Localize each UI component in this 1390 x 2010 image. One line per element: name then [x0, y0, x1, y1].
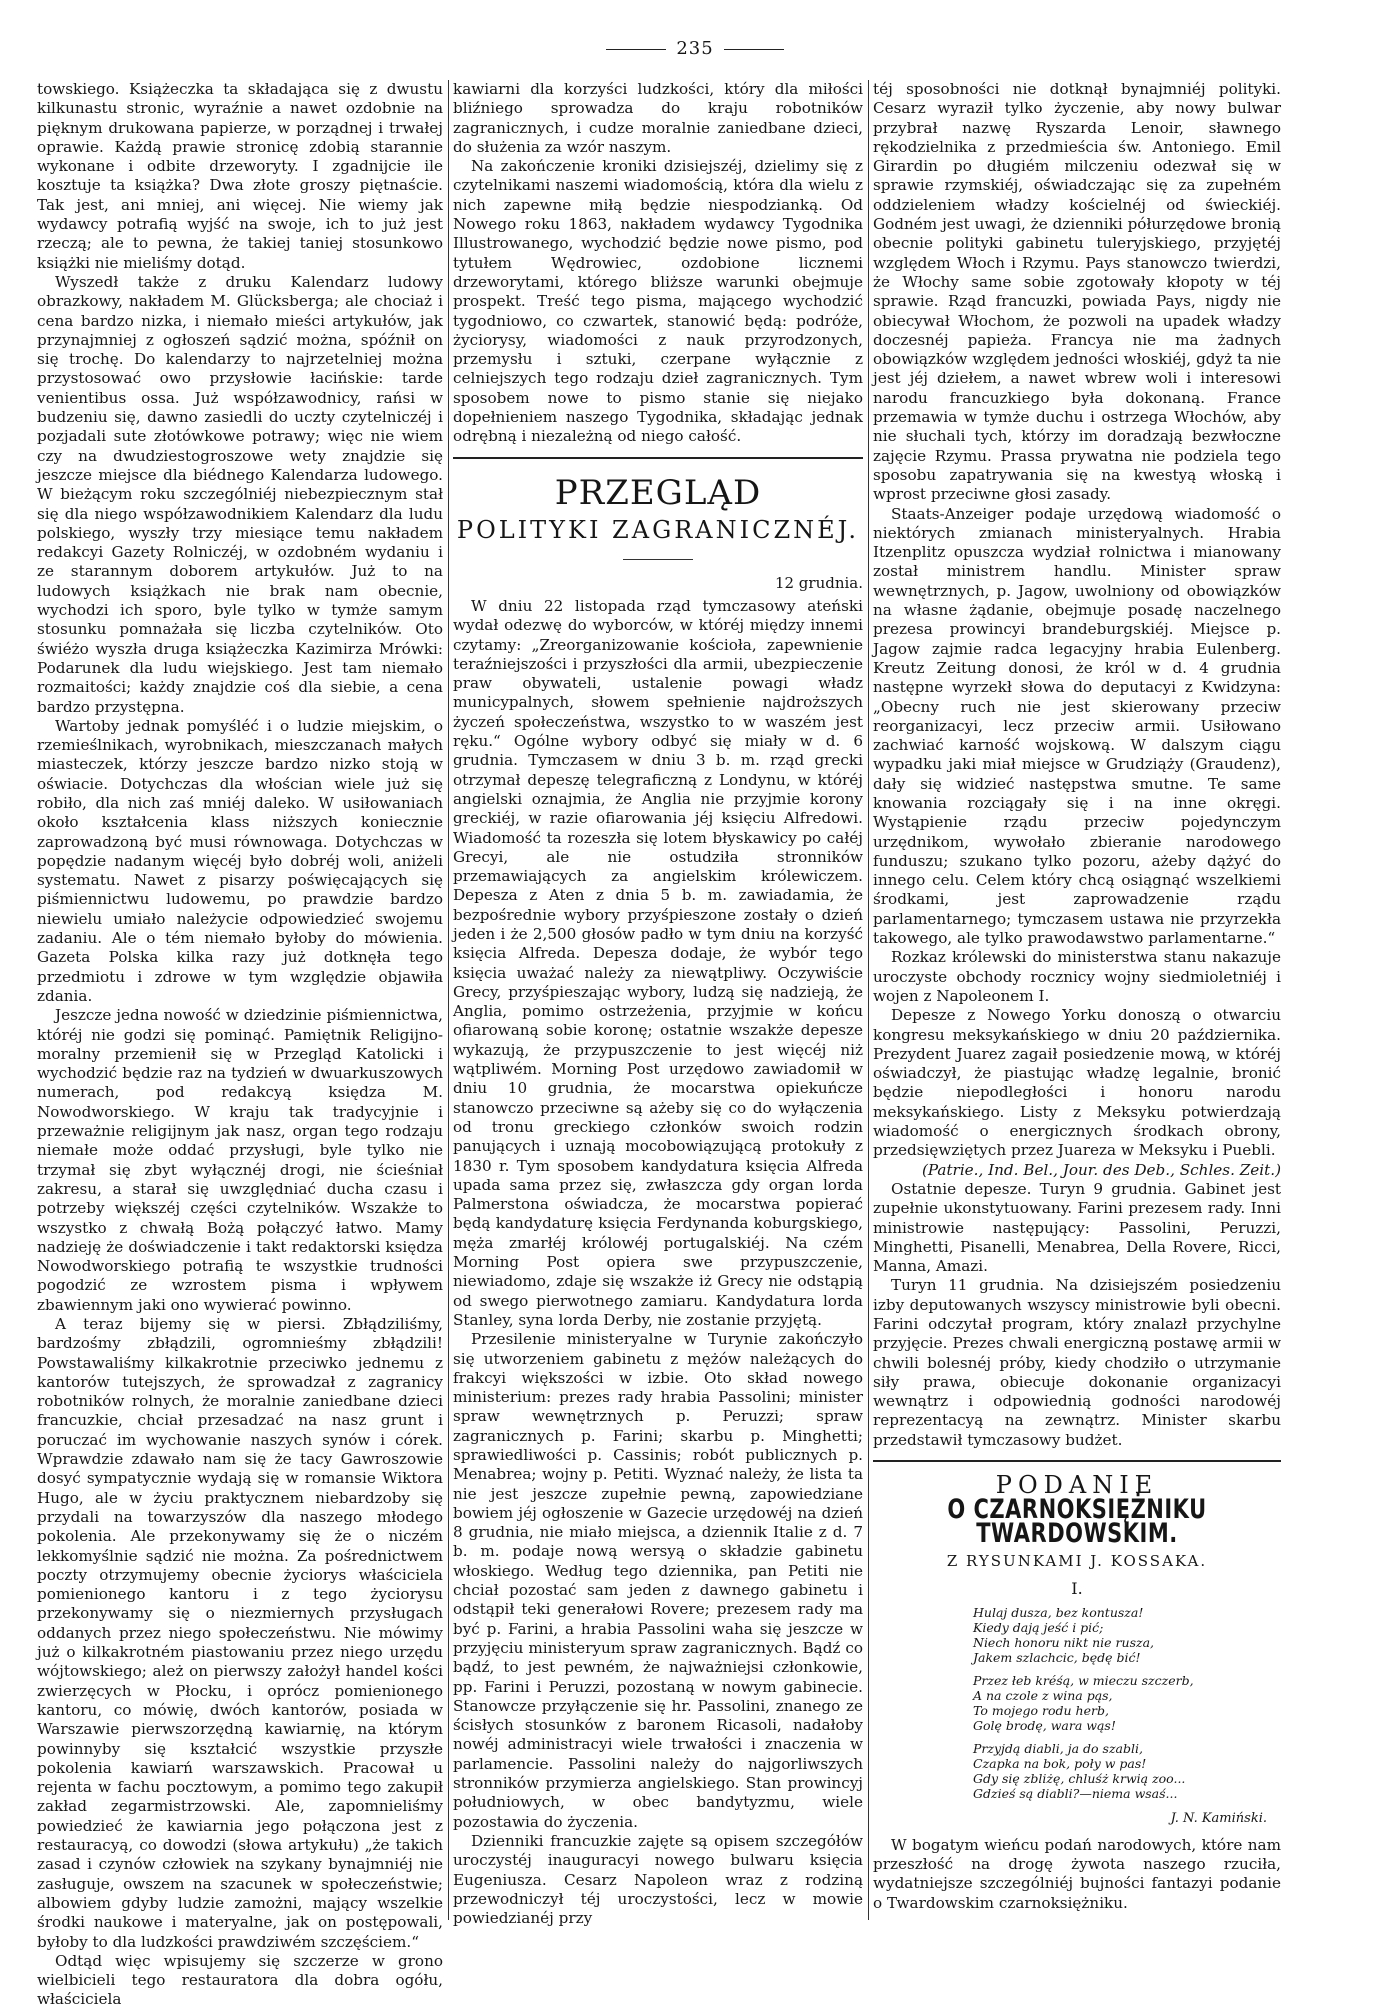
feature-subheading: Z RYSUNKAMI J. KOSSAKA.: [946, 1551, 1208, 1570]
col1-paragraph: towskiego. Książeczka ta składająca się z dwustu kilkunastu stronic, wyraźnie a nawet ozdobnie na pięknym drukowana papierze, w porządnej i trwałej oprawie. Każdą prawie stronicę zdobią starannie wykonane i odbite drzeworyty. I zgadnijcie ile kosztuje ta książka? Dwa złote groszy piętnaście. Tak jest, ani mniej, ani więcej. Nie wiemy jak wydawcy potrafią wyjść na swoje, ich to już jest rzeczą; ale to pewna, że takiej taniej stosunkowo książki nie mieliśmy dotąd.: [37, 80, 443, 272]
dateline: 12 grudnia.: [774, 573, 863, 592]
section-separator: [453, 457, 863, 459]
page-number-text: 235: [676, 38, 714, 59]
col1-paragraph: A teraz bijemy się w piersi. Zbłądziliśmy, bardzośmy zbłądzili, ogromnieśmy zbłądzili! Powstawaliśmy kilkakrotnie przeciwko jednemu z kantorów tutejszych, że sprowadzał z zagranicy robotników rolnych, że moralnie zaniedbane dzieci francuzkie, chciał przesadzać na nasz grunt i poruczać im wychowanie naszych synów i córek. Wprawdzie zdawało nam się że tacy Gawroszowie dosyć sympatycznie wydają się w romansie Wiktora Hugo, ale w życiu praktycznem niebardzoby się przydali na towarzyszów dla naszego młodego pokolenia. Ale przekonywamy się że o niczém lekkomyślnie sądzić nie można. Za pośrednictwem poczty otrzymujemy obecnie życiorys właściciela pomienionego kantoru i z tego życiorysu przekonywamy się o niezmiernych przysługach oddanych przez niego społeczeństwu. Nie mówimy już o kilkakrotném piastowaniu przez niego urzędu wójtowskiego; ależ on pierwszy założył handel kości zwierzęcych w Płocku, i oprócz pomienionego kantoru, co mówię, dwóch kantorów, posiada w Warszawie pierwszorzędną kawiarnię, na którym powinnyby się kształcić wszystkie przyszłe pokolenia kawiarń warszawskich. Pracował u rejenta w fachu pocztowym, a pomimo tego zakupił zakład zegarmistrzowski. Ale, zapomnieliśmy powiedzieć że kawiarnia jego połączona jest z restauracyą, co dowodzi (słowa artykułu) „że takich zasad i czynów człowiek na szykany bynajmniéj nie zasługuje, owszem na szacunek w społeczeństwie; albowiem gdyby ludzie zamożni, mający wszelkie środki naukowe i materyalne, jak on postępowali, byłoby to dla ludzkości prawdziwém szczęściem.“: [37, 1315, 443, 1951]
col1-paragraph: Odtąd więc wpisujemy się szczerze w grono wielbicieli tego restauratora dla dobra ogółu, właściciela: [37, 1951, 443, 2009]
col1-paragraph: Jeszcze jedna nowość w dziedzinie piśmiennictwa, któréj nie godzi się pominąć. Pamiętnik Religijno-moralny przemienił się w Przegląd Katolicki i wychodzić będzie raz na tydzień w dwuarkuszowych numerach, pod redakcyą księdza M. Nowodworskiego. W kraju tak tradycyjnie i przeważnie religijnym jak nasz, organ tego rodzaju niemałe może oddać przysługi, byle tylko nie trzymał się zbyt wyłącznéj drogi, nie ścieśniał zakresu, a starał się uwzględniać ducha czasu i potrzeby większéj części czytelników. Wszakże to wszystko z chwałą Bożą połączyć łatwo. Mamy nadzieję że doświadczenie i takt redaktorski księdza Nowodworskiego potrafią te wszystkie trudności pogodzić ze wzrostem pisma i wpływem zbawiennym jaki ono wywierać powinno.: [37, 1006, 443, 1314]
col3-paragraph: Rozkaz królewski do ministerstwa stanu nakazuje uroczyste obchody rocznicy wojny siedmioletniéj i wojen z Napoleonem I.: [873, 948, 1281, 1005]
col2-paragraph: Na zakończenie kroniki dzisiejszéj, dzielimy się z czytelnikami naszemi wiadomością, która dla wielu z nich zapewne miłą będzie niespodzianką. Od Nowego roku 1863, nakładem wydawcy Tygodnika Illustrowanego, wychodzić będzie nowe pismo, pod tytułem Wędrowiec, ozdobione licznemi drzeworytami, którego bliższe warunki obejmuje prospekt. Treść tego pisma, mającego wychodzić tygodniowo, co czwartek, stanowić będą: podróże, życiorysy, wiadomości z nauk przyrodzonych, przemysłu i sztuki, czerpane wyłącznie z celniejszych tego rodzaju dzieł zagranicznych. Tym sposobem nowe to pismo stanie się niejako dopełnieniem naszego Tygodnika, składając jednak odrębną i niezależną od niego całość.: [453, 157, 863, 446]
short-rule: [623, 559, 693, 560]
poem-line: Przyjdą diabli, ja do szabli,: [973, 1740, 1143, 1756]
column-divider-2: [868, 80, 869, 1920]
col3-paragraph: Turyn 11 grudnia. Na dzisiejszém posiedzeniu izby deputowanych wszyscy ministrowie byli obecni. Farini odczytał program, który znalazł przychylne przyjęcie. Prezes chwali energiczną postawę armii w chwili bolesnéj próby, kiedy chodziło o utrzymanie siły prawa, obiecuje dokonanie organizacyi wewnątrz i odpowiednią godności narodowéj reprezentacyą na zewnątrz. Minister skarbu przedstawił tymczasowy budżet.: [873, 1276, 1281, 1449]
poem: [973, 1605, 1281, 1801]
col3-paragraph: téj sposobności nie dotknął bynajmniéj polityki. Cesarz wyraził tylko życzenie, aby nowy bulwar przybrał nazwę Ryszarda Lenoir, sławnego rękodzielnika z przedmieścia św. Antoniego. Emil Girardin po długiém milczeniu odezwał się w sprawie rzymskiéj, oświadczając się za zupełném oddzieleniem władzy kościelnéj od świeckiéj. Godném jest uwagi, że dzienniki półurzędowe bronią obecnie polityki gabinetu tuleryjskiego, przyjętéj względem Włoch i Rzymu. Pays stanowczo twierdzi, że Włochy same sobie zgotowały kłopoty w téj sprawie. Rząd francuzki, powiada Pays, nigdy nie obiecywał Włochom, że pozwoli na upadek władzy doczesnéj papieża. Francya nie ma żadnych obowiązków względem jedności włoskiéj, gdyż ta nie jest jéj dziełem, a nawet wbrew woli i interesowi narodu francuzkiego była dokonaną. France przemawia w tymże duchu i ostrzega Włochów, aby nie słuchali tych, którzy im doradzają bezwłoczne zajęcie Rzymu. Prassa prywatna nie podziela tego sposobu zapatrywania się na kwestyą włoską i wprost przeciwne głosi zasady.: [873, 80, 1281, 504]
feature-title: PODANIE: [995, 1471, 1159, 1500]
poem-line: Przez łeb kréśą, w mieczu szczerb,: [973, 1672, 1194, 1688]
col3-paragraph: Staats-Anzeiger podaje urzędową wiadomość o niektórych zmianach ministeryalnych. Hrabia Itzenplitz opuszcza wydział rolnictwa i mianowany został ministrem handlu. Minister spraw wewnętrznych, p. Jagow, uwolniony od obowiązków na własne żądanie, obejmuje posadę naczelnego prezesa prowincyi brandeburgskiéj. Miejsce p. Jagow zajmie radca legacyjny hrabia Eulenberg. Kreutz Zeitung donosi, że król w d. 4 grudnia następne wyrzekł słowa do deputacyi z Kwidzyna: „Obecny ruch nie jest skierowany przeciw reorganizacyi, lecz przeciw armii. Usiłowano zachwiać karność wojskową. W dalszym ciągu wypadku jaki miał miejsce w Grudziąży (Graudenz), dały się widzieć następstwa smutne. Te same knowania rozciągały się i na inne okręgi. Wystąpienie rządu przeciw pojedynczym urzędnikom, wywołało zbieranie narodowego funduszu; szukano tylko pozoru, ażeby dążyć do innego celu. Celem który chcą osiągnąć wszelkiemi środkami, jest zaprowadzenie rządu parlamentarnego; tymczasem ustawa nie przyrzekła takowego, ale tylko prawodawstwo parlamentarne.“: [873, 504, 1281, 948]
column-2: [453, 80, 863, 1928]
column-divider-1: [448, 80, 449, 1920]
col3-paragraph: Depesze z Nowego Yorku donoszą o otwarciu kongresu meksykańskiego w dniu 20 października. Prezydent Juarez zagaił posiedzenie mową, w któréj oświadczył, że piastując władzę legalnie, bronić będzie niepodległości i honoru narodu meksykańskiego. Listy z Meksyku potwierdzają wiadomość o energicznych środkach obrony, przedsięwziętych przez Juareza w Meksyku i Puebli.: [873, 1006, 1281, 1160]
col2-paragraph: Dzienniki francuzkie zajęte są opisem szczegółów uroczystéj inauguracyi nowego bulwaru księcia Eugeniusza. Cesarz Napoleon wraz z rodziną przewodniczył téj uroczystości, lecz w mowie powiedzianéj przy: [453, 1831, 863, 1928]
col1-paragraph: Wartoby jednak pomyśléć i o ludzie miejskim, o rzemieślnikach, wyrobnikach, mieszczanach małych miasteczek, którzy jeszcze bardzo nizko stoją w oświacie. Dotychczas dla włościan wiele już się robiło, dla nich zaś mniéj daleko. W usiłowaniach około kształcenia klass niższych koniecznie zaprowadzoną być musi równowaga. Dotychczas w popędzie nadanym więcéj było dobréj woli, aniżeli systematu. Nawet z pisarzy poświęcających się piśmiennictwu ludowemu, po prawdzie bardzo niewielu umiało należycie odpowiedzieć swojemu zadaniu. Ale o tém niemało byłoby do mówienia. Gazeta Polska kilka razy już dotknęła tego przedmiotu i zdrowe w tym względzie objawiła zdania.: [37, 716, 443, 1005]
feature-separator: [873, 1460, 1281, 1462]
poem-stanza: [973, 1605, 1281, 1665]
col1-paragraph: Wyszedł także z druku Kalendarz ludowy obrazkowy, nakładem M. Glücksberga; ale chociaż i cena bardzo nizka, i niemało mieści artykułów, jak przynajmniej z ogłoszeń sądzić można, spóźnił on się trochę. Do kalendarzy to najrzetelniej można przystosować owo przysłowie łacińskie: tarde venientibus ossa. Już współzawodnicy, rańsi w budzeniu się, dawno zasiedli do uczty czytelniczéj i pozjadali sute złotówkowe potrawy; więc nie wiem czy na dwudziestogroszowe wety znajdzie się jeszcze miejsce dla biédnego Kalendarza ludowego. W bieżącym roku szczególniéj niebezpiecznym stał się dla niego współzawodnikiem Kalendarz dla ludu polskiego, wyszły trzy miesiące temu nakładem redakcyi Gazety Rolniczéj, w ozdobném wydaniu i ze starannym doborem artykułów. Już to na ludowych książkach nie brak nam obecnie, wychodzi ich sporo, byle tylko w tymże samym stosunku pomnażała się liczba czytelników. Oto świéżo wyszła druga książeczka Kazimirza Mrówki: Podarunek dla ludu wiejskiego. Jest tam niemało rozmaitości; każdy znajdzie coś dla siebie, a cena bardzo przystępna.: [37, 272, 443, 716]
poem-line: Kiedy dają jeść i pić;: [973, 1619, 1104, 1635]
poem-stanza: [973, 1673, 1281, 1733]
page-number-rule-left: [606, 49, 666, 50]
poem-stanza: [973, 1741, 1281, 1801]
col2-paragraph: kawiarni dla korzyści ludzkości, który dla miłości bliźniego sprowadza do kraju robotników zagranicznych, i cudze moralnie zaniedbane dzieci, do służenia za wzór naszym.: [453, 80, 863, 156]
page-number-rule-right: [724, 49, 784, 50]
col3-paragraph: W bogatym wieńcu podań narodowych, które nam przeszłość na drogę żywota naszego rzuciła, wydatniejsze szczególniéj bujności fantazyi podanie o Twardowskim czarnoksiężniku.: [873, 1835, 1281, 1912]
chapter-number: I.: [1071, 1579, 1083, 1599]
sources-citation: (Patrie., Ind. Bel., Jour. des Deb., Schles. Zeit.): [921, 1160, 1281, 1179]
section-title: PRZEGLĄD: [554, 472, 762, 513]
poem-line: A na czole z wina pąs,: [973, 1687, 1113, 1703]
poem-line: Niech honoru nikt nie rusza,: [973, 1634, 1154, 1650]
poem-line: To mojego rodu herb,: [973, 1702, 1109, 1718]
feature-heading: O CZARNOKSIĘŻNIKU TWARDOWSKIM.: [947, 1494, 1207, 1549]
poem-line: Gdzieś są diabli?—niema wsaś...: [973, 1785, 1178, 1801]
column-3: [873, 80, 1281, 1920]
section-subtitle: POLITYKI ZAGRANICZNÉJ.: [456, 515, 860, 544]
column-1: [37, 80, 443, 2009]
poem-signature: J. N. Kamiński.: [1170, 1810, 1267, 1826]
poem-line: Jakem szlachcic, będę bić!: [973, 1649, 1141, 1665]
poem-line: Golę brodę, wara wąs!: [973, 1717, 1116, 1733]
poem-line: Hulaj dusza, bez kontusza!: [973, 1604, 1144, 1620]
poem-line: Gdy się zbliżę, chluśż krwią zoo...: [973, 1770, 1186, 1786]
col2-paragraph: W dniu 22 listopada rząd tymczasowy ateński wydał odezwę do wyborców, w któréj między innemi czytamy: „Zreorganizowanie kościoła, zapewnienie teraźniejszości i przyszłości dla armii, ubezpieczenie praw obywateli, ustalenie powagi władz municypalnych, słowem spełnienie najdroższych życzeń społeczeństwa, wszystko to w waszém jest ręku.“ Ogólne wybory odbyć się miały w d. 6 grudnia. Tymczasem w dniu 3 b. m. rząd grecki otrzymał depeszę telegraficzną z Londynu, w któréj angielski oznajmia, że Anglia nie przyjmie korony greckiéj, w razie ofiarowania jéj księciu Alfredowi. Wiadomość ta rozeszła się lotem błyskawicy po całéj Grecyi, ale nie ostudziła stronników przemawiających za angielskim królewiczem. Depesza z Aten z dnia 5 b. m. zawiadamia, że bezpośrednie wybory przyśpieszone zostały o dzień jeden i że 2,500 głosów padło w tym dniu na korzyść księcia Alfreda. Depesza dodaje, że wybór tego księcia uważać należy za niewątpliwy. Oczywiście Grecy, przyśpieszając wybory, ludzą się nadzieją, że Anglia, pomimo ostrzeżenia, przyjmie w końcu ofiarowaną sobie koronę; ostatnie wszakże depesze wykazują, że przypuszczenie to jest więcéj niż wątpliwém. Morning Post urzędowo zawiadomił w dniu 10 grudnia, że mocarstwa opiekuńcze stanowczo przeciwne są ażeby się co do wyłączenia od tronu greckiego członków swoich rodzin panujących i uznają mocobowiązującą protokuły z 1830 r. Tym sposobem kandydatura księcia Alfreda upada sama przez się, zwłaszcza gdy organ lorda Palmerstona oświadcza, że mocarstwa popierać będą kandydaturę księcia Ferdynanda koburgskiego, męża zmarłéj królowéj portugalskiéj. Na czém Morning Post opiera swe przypuszczenie, niewiadomo, zdaje się wszakże iż Grecy nie odstąpią od swego pierwotnego zamiaru. Kandydatura lorda Stanley, syna lorda Derby, nie zostanie przyjętą.: [453, 596, 863, 1329]
poem-line: Czapka na bok, poły w pas!: [973, 1755, 1147, 1771]
page-number: [0, 38, 1390, 59]
col2-paragraph: Przesilenie ministeryalne w Turynie zakończyło się utworzeniem gabinetu z mężów należących do frakcyi większości w izbie. Oto skład nowego ministerium: prezes rady hrabia Passolini; minister spraw wewnętrznych p. Peruzzi; spraw zagranicznych p. Farini; skarbu p. Minghetti; sprawiedliwości p. Cassinis; robót publicznych p. Menabrea; wojny p. Petiti. Wyznać należy, że lista ta nie jest jeszcze zupełnie pewną, zapowiedziane bowiem jéj ogłoszenie w Gazecie urzędowéj na dzień 8 grudnia, nie miało miejsca, a dziennik Italie z d. 7 b. m. podaje nową wersyą o składzie gabinetu włoskiego. Według tego dziennika, pan Petiti nie chciał pozostać sam jeden z dawnego gabinetu i odstąpił teki generałowi Rovere; prezesem rady ma być p. Farini, a hrabia Passolini waha się jeszcze w przyjęciu ministeryum spraw zagranicznych. Bądź co bądź, to jest pewném, że najważniejsi członkowie, pp. Farini i Peruzzi, pozostaną w nowym gabinecie. Stanowcze przyłączenie się hr. Passolini, znanego ze ścisłych stosunków z baronem Ricasoli, nadałoby nowéj administracyi wiele trwałości i znaczenia w parlamencie. Passolini należy do najgorliwszych stronników przymierza angielskiego. Stan prowincyj południowych, w obec bandytyzmu, wiele pozostawia do życzenia.: [453, 1330, 863, 1831]
col3-paragraph: Ostatnie depesze. Turyn 9 grudnia. Gabinet jest zupełnie ukonstytuowany. Farini prezesem rady. Inni ministrowie następujący: Passolini, Peruzzi, Minghetti, Pisanelli, Menabrea, Della Rovere, Ricci, Manna, Amazi.: [873, 1179, 1281, 1276]
